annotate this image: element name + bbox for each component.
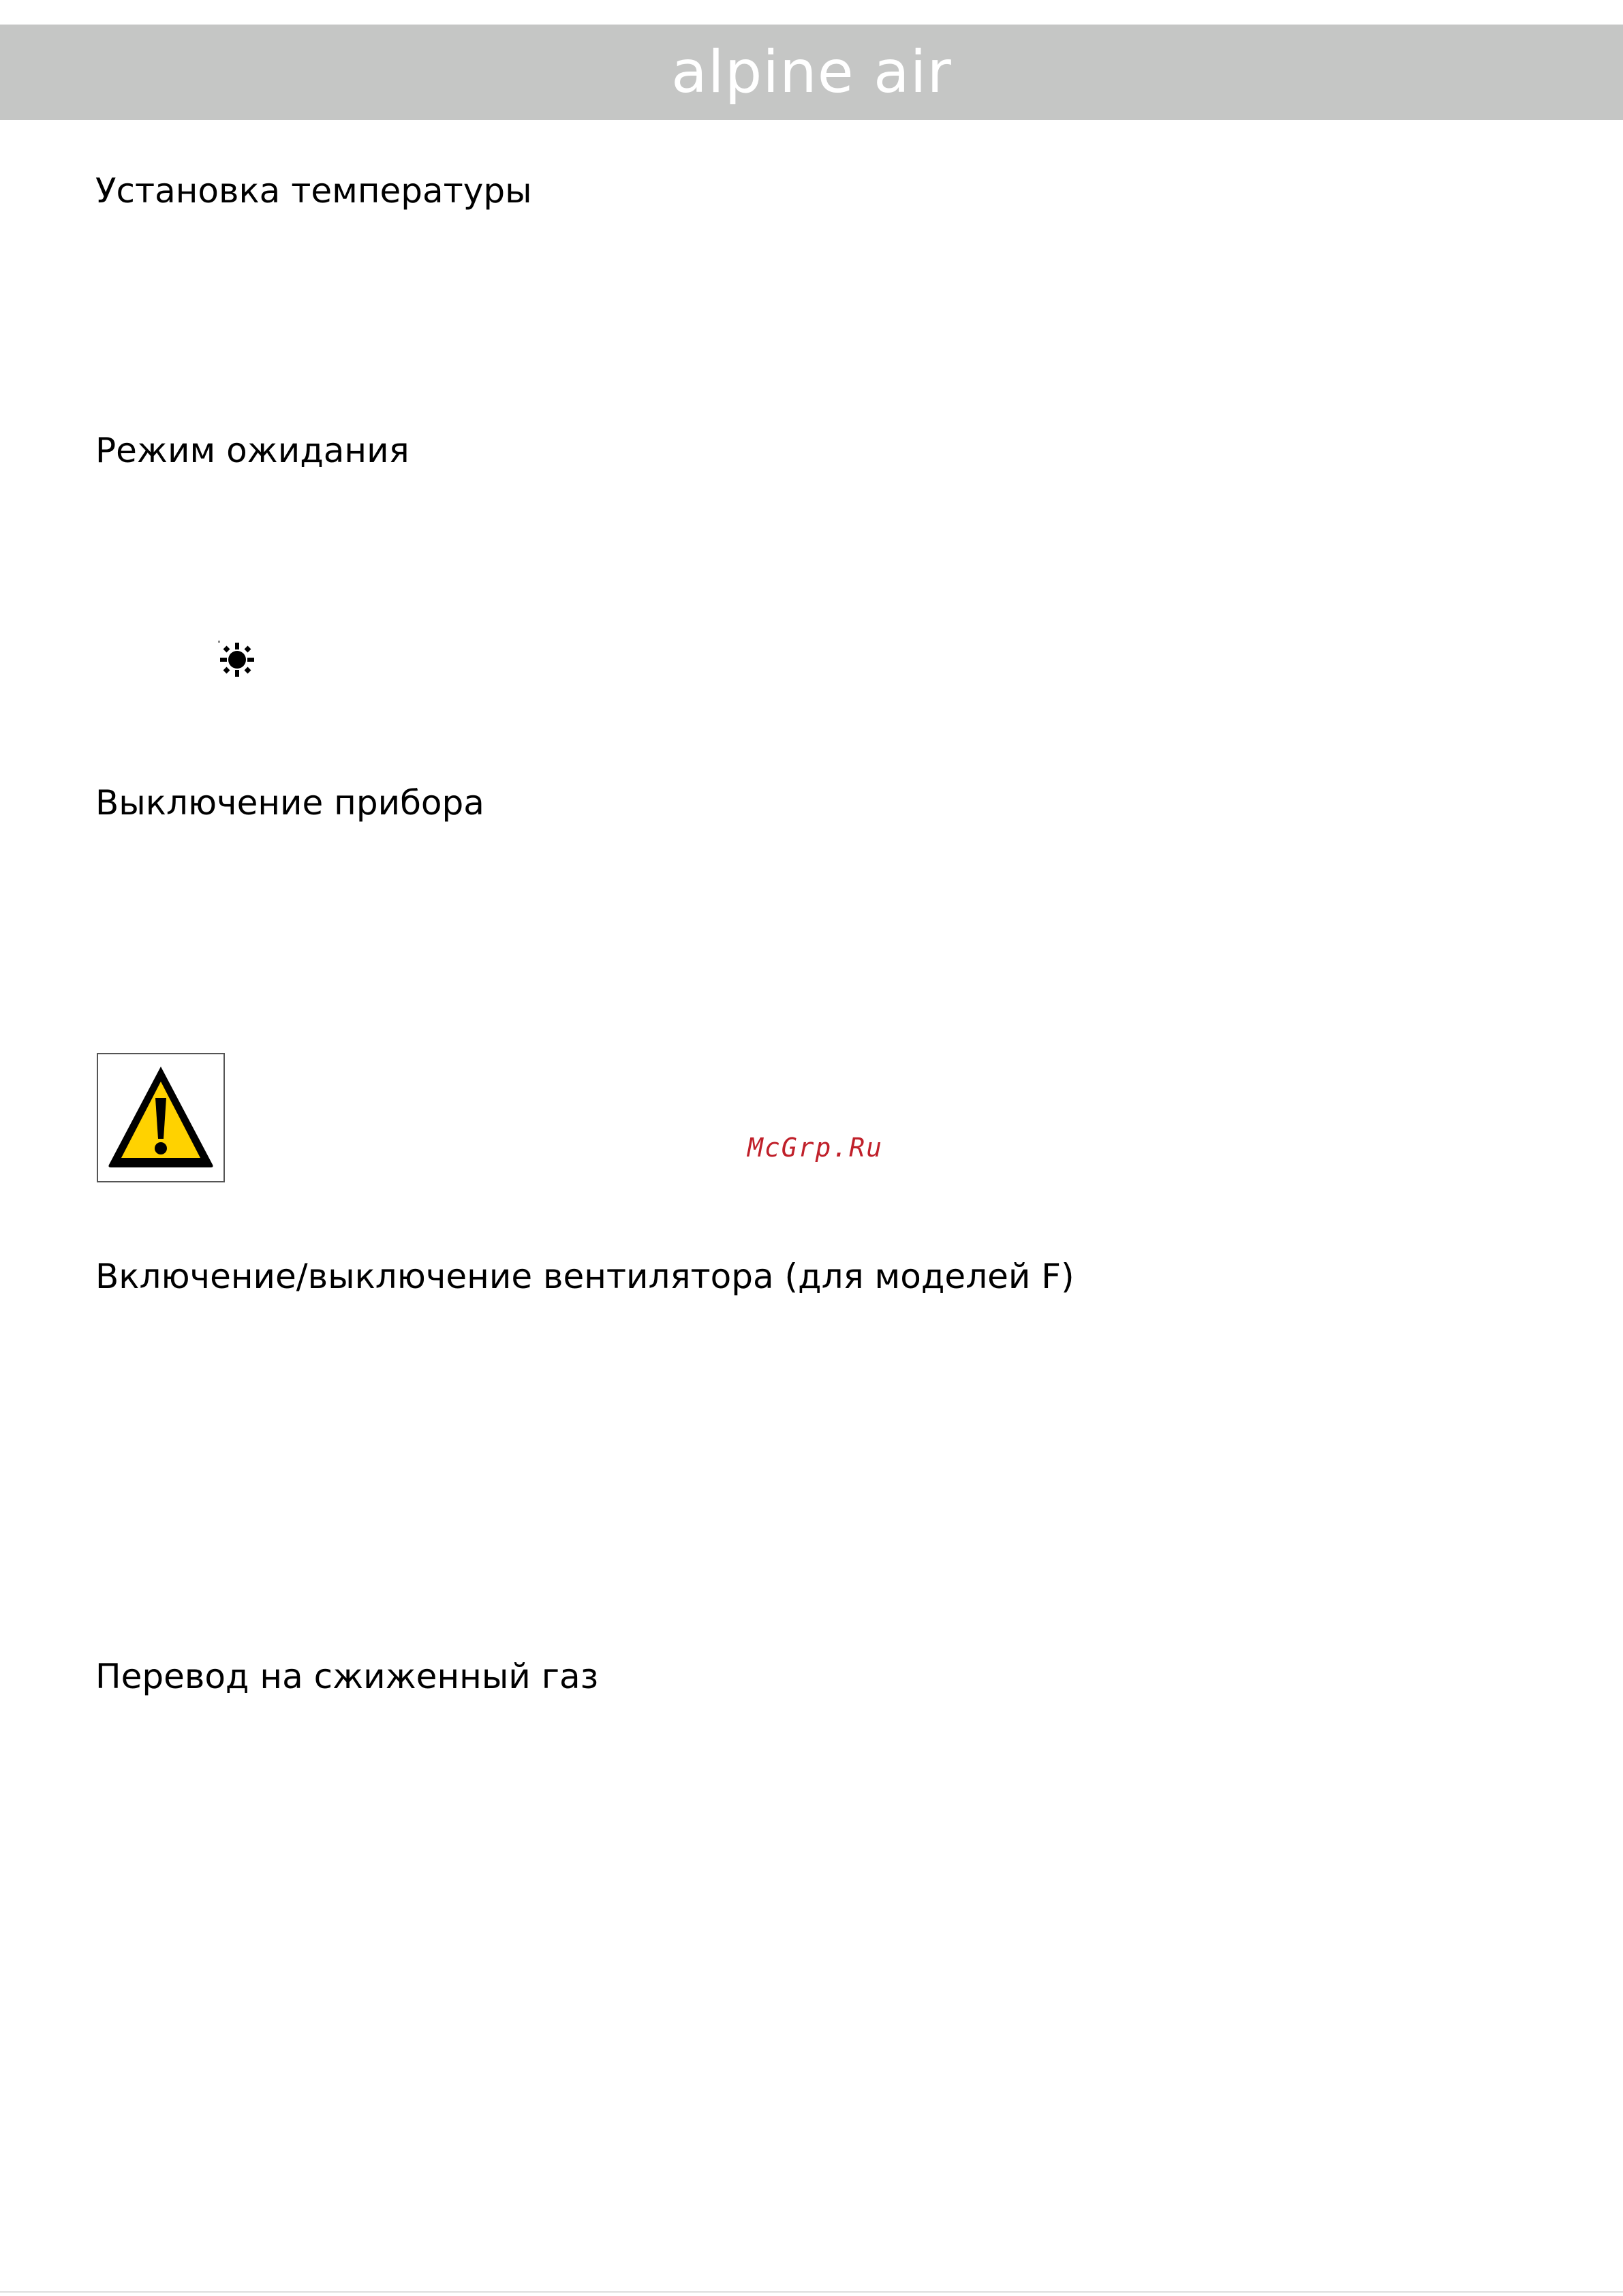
warning-sign bbox=[97, 1053, 225, 1182]
section-heading-standby: Режим ожидания bbox=[95, 431, 409, 470]
bottom-divider bbox=[0, 2291, 1623, 2293]
watermark-text: McGrp.Ru bbox=[747, 1133, 884, 1163]
section-heading-fan: Включение/выключение вентилятора (для моделей F) bbox=[95, 1257, 1075, 1296]
brand-logo-text: alpine air bbox=[671, 38, 952, 106]
section-heading-lpg: Перевод на сжиженный газ bbox=[95, 1657, 599, 1696]
warning-icon bbox=[105, 1062, 217, 1172]
section-heading-turn-off: Выключение прибора bbox=[95, 783, 484, 823]
sun-icon bbox=[217, 639, 258, 680]
header-band bbox=[0, 25, 1623, 120]
section-heading-temperature: Установка температуры bbox=[95, 171, 532, 211]
